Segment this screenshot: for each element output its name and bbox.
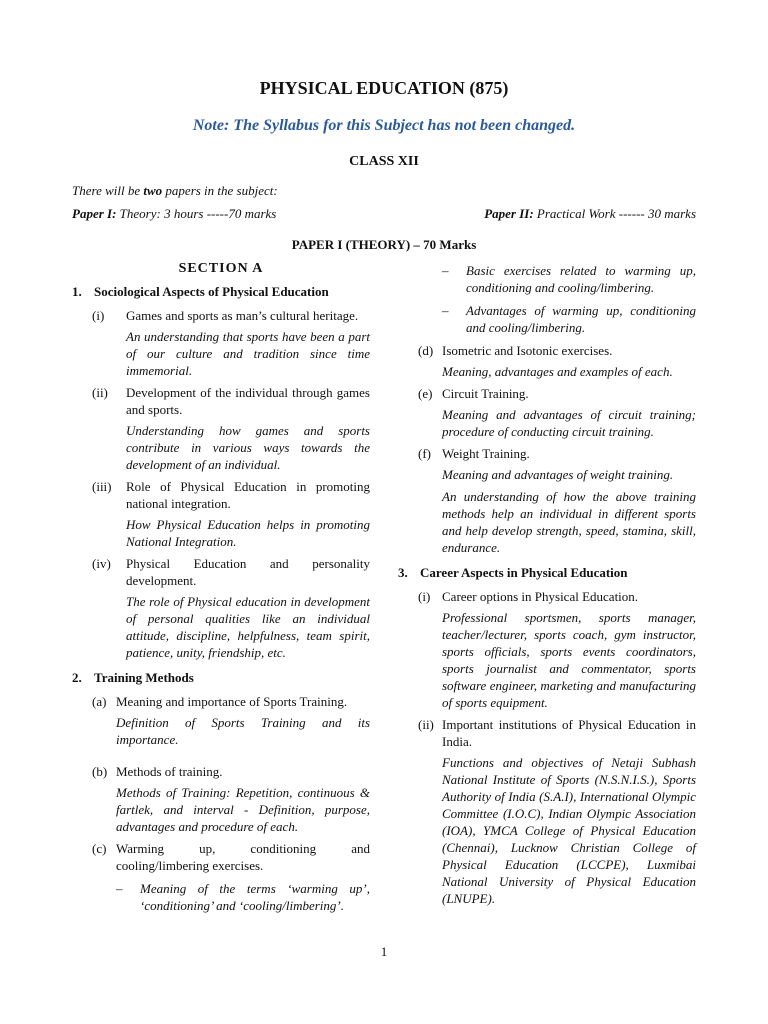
page-title: PHYSICAL EDUCATION (875) bbox=[259, 78, 509, 98]
item-description: The role of Physical education in development of personal qualities like an individual attitude, discipline, helpfulness, team spirit, patience, unity, friendship, etc. bbox=[126, 594, 370, 660]
dash-item: – Advantages of warming up, conditioning and cooling/limbering. bbox=[442, 303, 696, 335]
list-item: (iv) Physical Education and personality development. bbox=[92, 556, 370, 588]
item-description: An understanding of how the above training methods help an individual in different sports and help develop strength, speed, stamina, skill, endurance. bbox=[442, 489, 696, 555]
item-description: Methods of Training: Repetition, continuous & fartlek, and interval - Definition, purpose, advantages and procedure of each. bbox=[116, 785, 370, 834]
list-item: (iii) Role of Physical Education in promoting national integration. bbox=[92, 479, 370, 511]
list-item: (c) Warming up, conditioning and cooling/limbering exercises. bbox=[92, 841, 370, 873]
item-description: Definition of Sports Training and its importance. bbox=[116, 715, 370, 747]
topic-heading: 2. Training Methods bbox=[72, 670, 194, 685]
page-number: 1 bbox=[380, 944, 388, 959]
list-item: (a) Meaning and importance of Sports Training. bbox=[92, 694, 348, 709]
paper-1-info: Paper I: Theory: 3 hours -----70 marks bbox=[72, 206, 277, 221]
list-item: (b) Methods of training. bbox=[92, 764, 223, 779]
item-description: Professional sportsmen, sports manager, teacher/lecturer, sports coach, gym instructor, sports officials, sports events coordinators, sports journalist and commentator, sports software engineer, marketing and manufacturing of sports equipment. bbox=[442, 610, 696, 710]
syllabus-note: Note: The Syllabus for this Subject has not been changed. bbox=[192, 117, 576, 134]
dash-item: – Meaning of the terms ‘warming up’, ‘conditioning’ and ‘cooling/limbering’. bbox=[116, 881, 370, 913]
left-column bbox=[72, 260, 370, 920]
topic-heading: 3. Career Aspects in Physical Education bbox=[398, 565, 628, 580]
item-description: Understanding how games and sports contribute in various ways towards the development of an individual. bbox=[126, 423, 370, 472]
list-item: (ii) Important institutions of Physical Education in India. bbox=[418, 717, 696, 749]
right-column bbox=[398, 262, 696, 912]
list-item: (e) Circuit Training. bbox=[418, 386, 529, 401]
list-item: (i) Career options in Physical Education. bbox=[418, 589, 639, 604]
item-description: Meaning and advantages of weight training. bbox=[442, 467, 674, 482]
list-item: (i) Games and sports as man’s cultural heritage. bbox=[92, 308, 359, 323]
papers-intro: There will be two papers in the subject: bbox=[72, 183, 278, 198]
dash-item: – Basic exercises related to warming up, conditioning and cooling/limbering. bbox=[442, 263, 696, 295]
item-description: How Physical Education helps in promoting National Integration. bbox=[126, 517, 370, 549]
item-description: Functions and objectives of Netaji Subhash National Institute of Sports (N.S.N.I.S.), Sports Authority of India (S.A.I), International Olympic Committee (I.O.C), Indian Olympic Association (IOA), YMCA College of Physical Education (Chennai), Lucknow Christian College of Physical Education (LCCPE), Luxmibai National University of Physical Education (LNUPE). bbox=[442, 755, 696, 906]
topic-heading: 1. Sociological Aspects of Physical Education bbox=[72, 284, 329, 299]
paper-heading: PAPER I (THEORY) – 70 Marks bbox=[291, 237, 477, 252]
section-heading: SECTION A bbox=[178, 261, 264, 276]
list-item: (f) Weight Training. bbox=[418, 446, 530, 461]
class-heading: CLASS XII bbox=[349, 154, 419, 169]
list-item: (ii) Development of the individual through games and sports. bbox=[92, 385, 370, 417]
paper-2-info: Paper II: Practical Work ------ 30 marks bbox=[484, 206, 696, 221]
item-description: Meaning and advantages of circuit training; procedure of conducting circuit training. bbox=[442, 407, 696, 439]
item-description: An understanding that sports have been a part of our culture and tradition since time immemorial. bbox=[126, 329, 370, 378]
list-item: (d) Isometric and Isotonic exercises. bbox=[418, 343, 613, 358]
item-description: Meaning, advantages and examples of each. bbox=[442, 364, 673, 379]
